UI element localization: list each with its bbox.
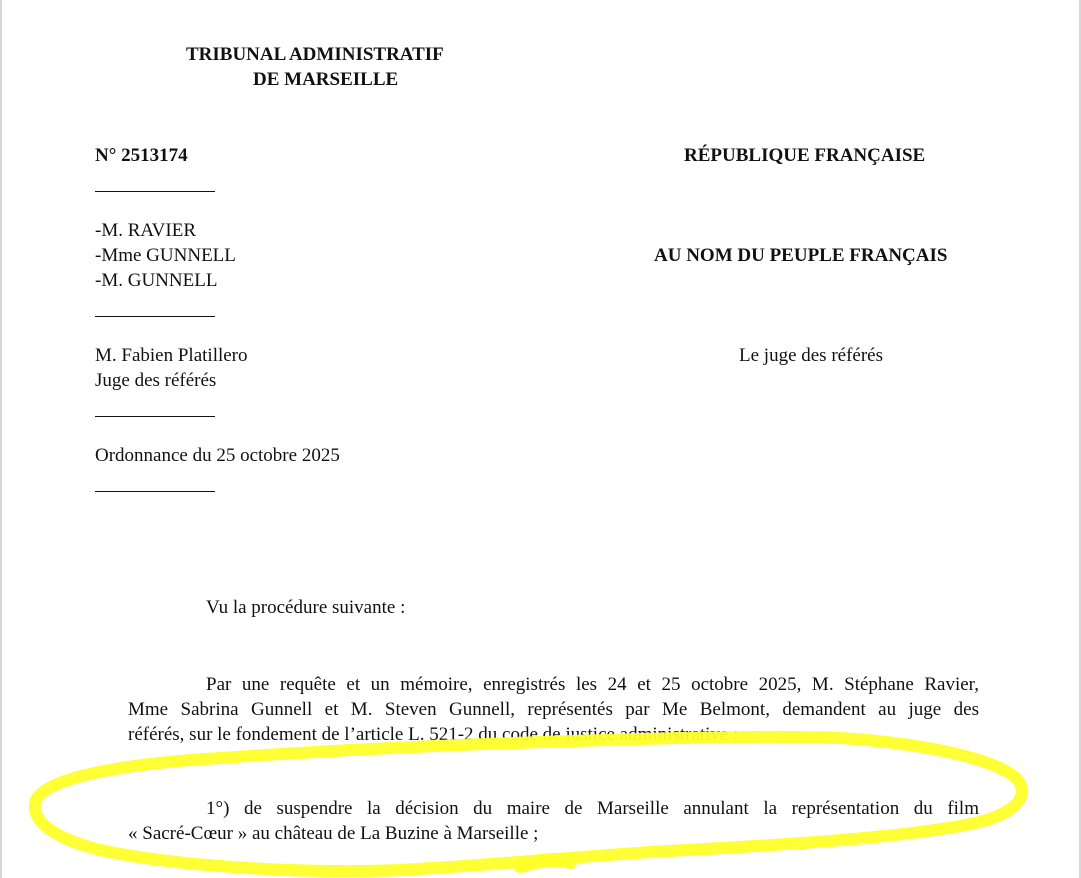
separator-rule: [95, 491, 215, 492]
ordonnance-date: Ordonnance du 25 octobre 2025: [95, 445, 340, 466]
separator-rule: [95, 191, 215, 192]
party-ravier: -M. RAVIER: [95, 220, 196, 241]
paragraph-line: référés, sur le fondement de l’article L. 521-2 du code de justice administrative :: [128, 724, 739, 745]
case-number: N° 2513174: [95, 145, 188, 166]
separator-rule: [95, 316, 215, 317]
paragraph-line: 1°) de suspendre la décision du maire de Marseille annulant la représentation du film: [206, 798, 979, 819]
procedure-intro: Vu la procédure suivante :: [206, 597, 406, 618]
demand-paragraph: [128, 796, 979, 846]
paragraph-line: « Sacré-Cœur » au château de La Buzine à Marseille ;: [128, 823, 539, 844]
court-name-line1: TRIBUNAL ADMINISTRATIF: [186, 44, 444, 65]
people-heading: AU NOM DU PEUPLE FRANÇAIS: [654, 245, 948, 266]
court-name-line2: DE MARSEILLE: [253, 69, 399, 90]
party-mme-gunnell: -Mme GUNNELL: [95, 245, 236, 266]
judge-role: Juge des référés: [95, 370, 217, 391]
paragraph-line: Mme Sabrina Gunnell et M. Steven Gunnell, représentés par Me Belmont, demandent au juge des: [128, 699, 979, 720]
republic-heading: RÉPUBLIQUE FRANÇAISE: [684, 145, 926, 166]
request-paragraph: [128, 672, 979, 747]
judge-name: M. Fabien Platillero: [95, 345, 248, 366]
party-m-gunnell: -M. GUNNELL: [95, 270, 218, 291]
judge-title-right: Le juge des référés: [739, 345, 884, 366]
separator-rule: [95, 416, 215, 417]
paragraph-line: Par une requête et un mémoire, enregistrés les 24 et 25 octobre 2025, M. Stéphane Ravier,: [206, 674, 979, 695]
